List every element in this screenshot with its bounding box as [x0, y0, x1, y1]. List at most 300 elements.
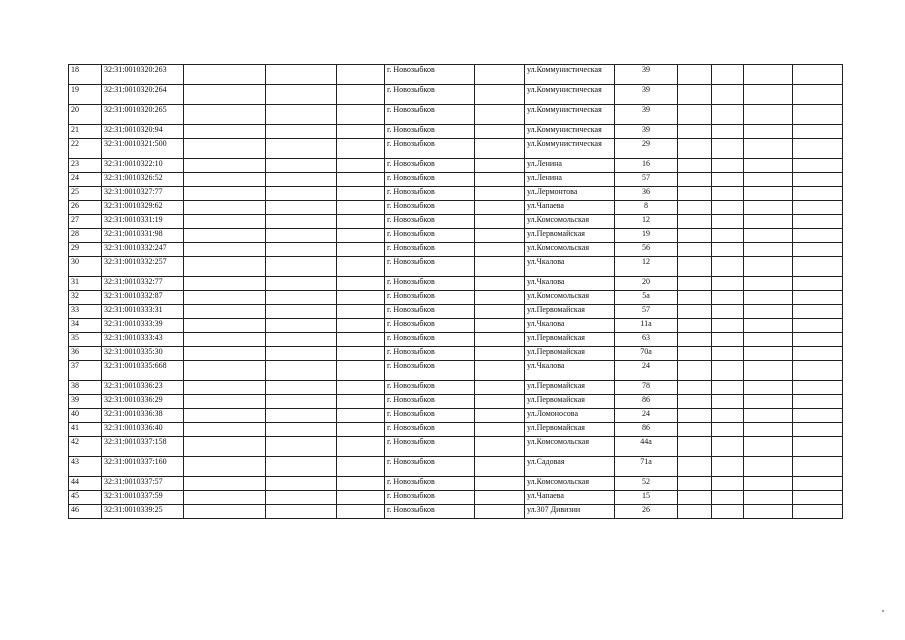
empty-cell [712, 243, 744, 257]
empty-cell [475, 423, 525, 437]
street-cell: ул.Чкалова [525, 361, 615, 381]
row-number-cell: 27 [69, 215, 102, 229]
empty-cell [266, 125, 337, 139]
row-number-cell: 41 [69, 423, 102, 437]
table-row [69, 333, 843, 347]
house-number-cell: 52 [615, 477, 678, 491]
empty-cell [678, 305, 712, 319]
empty-cell [337, 437, 385, 457]
street-cell: ул.Первомайская [525, 423, 615, 437]
cadastral-number-cell: 32:31:0010337:59 [102, 491, 184, 505]
empty-cell [793, 277, 843, 291]
empty-cell [793, 215, 843, 229]
empty-cell [793, 477, 843, 491]
empty-cell [337, 65, 385, 85]
empty-cell [678, 187, 712, 201]
empty-cell [475, 243, 525, 257]
city-cell: г. Новозыбков [385, 305, 475, 319]
empty-cell [793, 201, 843, 215]
empty-cell [678, 257, 712, 277]
empty-cell [184, 173, 266, 187]
empty-cell [793, 319, 843, 333]
empty-cell [337, 319, 385, 333]
empty-cell [337, 423, 385, 437]
empty-cell [266, 65, 337, 85]
house-number-cell: 71а [615, 457, 678, 477]
empty-cell [475, 291, 525, 305]
empty-cell [475, 491, 525, 505]
empty-cell [744, 215, 793, 229]
empty-cell [678, 291, 712, 305]
empty-cell [337, 243, 385, 257]
table-row [69, 291, 843, 305]
empty-cell [744, 361, 793, 381]
empty-cell [475, 85, 525, 105]
empty-cell [475, 139, 525, 159]
empty-cell [266, 347, 337, 361]
cadastral-number-cell: 32:31:0010320:263 [102, 65, 184, 85]
city-cell: г. Новозыбков [385, 457, 475, 477]
empty-cell [793, 243, 843, 257]
city-cell: г. Новозыбков [385, 347, 475, 361]
cadastral-number-cell: 32:31:0010331:19 [102, 215, 184, 229]
empty-cell [793, 505, 843, 519]
empty-cell [793, 85, 843, 105]
empty-cell [712, 361, 744, 381]
house-number-cell: 39 [615, 125, 678, 139]
table-row [69, 409, 843, 423]
street-cell: ул.Комсомольская [525, 291, 615, 305]
empty-cell [712, 277, 744, 291]
city-cell: г. Новозыбков [385, 229, 475, 243]
empty-cell [678, 159, 712, 173]
empty-cell [337, 305, 385, 319]
table-row [69, 305, 843, 319]
table-row [69, 277, 843, 291]
house-number-cell: 39 [615, 105, 678, 125]
cadastral-number-cell: 32:31:0010320:265 [102, 105, 184, 125]
street-cell: ул.Комсомольская [525, 243, 615, 257]
row-number-cell: 23 [69, 159, 102, 173]
street-cell: ул.Первомайская [525, 347, 615, 361]
empty-cell [337, 105, 385, 125]
empty-cell [793, 423, 843, 437]
city-cell: г. Новозыбков [385, 319, 475, 333]
empty-cell [678, 139, 712, 159]
empty-cell [793, 125, 843, 139]
empty-cell [744, 505, 793, 519]
empty-cell [184, 505, 266, 519]
empty-cell [337, 139, 385, 159]
empty-cell [712, 395, 744, 409]
empty-cell [744, 139, 793, 159]
empty-cell [184, 381, 266, 395]
house-number-cell: 20 [615, 277, 678, 291]
cadastral-number-cell: 32:31:0010326:52 [102, 173, 184, 187]
empty-cell [266, 291, 337, 305]
cadastral-number-cell: 32:31:0010332:87 [102, 291, 184, 305]
empty-cell [712, 159, 744, 173]
table-row [69, 65, 843, 85]
empty-cell [744, 319, 793, 333]
city-cell: г. Новозыбков [385, 505, 475, 519]
street-cell: ул.Коммунистическая [525, 105, 615, 125]
empty-cell [744, 257, 793, 277]
empty-cell [678, 505, 712, 519]
empty-cell [266, 505, 337, 519]
empty-cell [712, 291, 744, 305]
empty-cell [184, 65, 266, 85]
empty-cell [337, 229, 385, 243]
empty-cell [337, 333, 385, 347]
empty-cell [744, 277, 793, 291]
empty-cell [475, 257, 525, 277]
street-cell: ул.Ленина [525, 159, 615, 173]
empty-cell [184, 319, 266, 333]
row-number-cell: 24 [69, 173, 102, 187]
row-number-cell: 39 [69, 395, 102, 409]
street-cell: ул.Комсомольская [525, 215, 615, 229]
house-number-cell: 24 [615, 409, 678, 423]
empty-cell [184, 423, 266, 437]
empty-cell [793, 173, 843, 187]
empty-cell [793, 305, 843, 319]
empty-cell [678, 437, 712, 457]
empty-cell [793, 381, 843, 395]
empty-cell [793, 229, 843, 243]
empty-cell [184, 125, 266, 139]
empty-cell [475, 187, 525, 201]
empty-cell [712, 85, 744, 105]
empty-cell [793, 457, 843, 477]
empty-cell [184, 457, 266, 477]
empty-cell [184, 395, 266, 409]
row-number-cell: 20 [69, 105, 102, 125]
cadastral-number-cell: 32:31:0010333:39 [102, 319, 184, 333]
empty-cell [793, 105, 843, 125]
empty-cell [475, 319, 525, 333]
empty-cell [744, 381, 793, 395]
table-row [69, 423, 843, 437]
empty-cell [744, 491, 793, 505]
empty-cell [678, 125, 712, 139]
empty-cell [712, 173, 744, 187]
empty-cell [475, 277, 525, 291]
city-cell: г. Новозыбков [385, 291, 475, 305]
empty-cell [744, 423, 793, 437]
empty-cell [712, 229, 744, 243]
empty-cell [475, 361, 525, 381]
cadastral-number-cell: 32:31:0010329:62 [102, 201, 184, 215]
empty-cell [184, 477, 266, 491]
empty-cell [184, 243, 266, 257]
row-number-cell: 45 [69, 491, 102, 505]
cadastral-number-cell: 32:31:0010337:57 [102, 477, 184, 491]
street-cell: ул.307 Дивизии [525, 505, 615, 519]
city-cell: г. Новозыбков [385, 333, 475, 347]
row-number-cell: 38 [69, 381, 102, 395]
empty-cell [184, 437, 266, 457]
empty-cell [337, 277, 385, 291]
empty-cell [266, 243, 337, 257]
house-number-cell: 36 [615, 187, 678, 201]
empty-cell [678, 105, 712, 125]
empty-cell [712, 505, 744, 519]
table-row [69, 159, 843, 173]
house-number-cell: 29 [615, 139, 678, 159]
empty-cell [744, 229, 793, 243]
row-number-cell: 28 [69, 229, 102, 243]
table-row [69, 437, 843, 457]
empty-cell [475, 381, 525, 395]
table-row [69, 477, 843, 491]
empty-cell [475, 229, 525, 243]
empty-cell [184, 347, 266, 361]
street-cell: ул.Ленина [525, 173, 615, 187]
empty-cell [793, 361, 843, 381]
empty-cell [337, 187, 385, 201]
empty-cell [184, 159, 266, 173]
empty-cell [678, 215, 712, 229]
street-cell: ул.Первомайская [525, 395, 615, 409]
empty-cell [793, 139, 843, 159]
row-number-cell: 35 [69, 333, 102, 347]
empty-cell [744, 201, 793, 215]
empty-cell [678, 201, 712, 215]
empty-cell [337, 381, 385, 395]
house-number-cell: 8 [615, 201, 678, 215]
cadastral-number-cell: 32:31:0010336:29 [102, 395, 184, 409]
empty-cell [712, 347, 744, 361]
empty-cell [266, 159, 337, 173]
house-number-cell: 70а [615, 347, 678, 361]
empty-cell [475, 305, 525, 319]
street-cell: ул.Лермонтова [525, 187, 615, 201]
empty-cell [184, 85, 266, 105]
empty-cell [712, 477, 744, 491]
empty-cell [793, 347, 843, 361]
house-number-cell: 56 [615, 243, 678, 257]
cadastral-number-cell: 32:31:0010320:264 [102, 85, 184, 105]
empty-cell [337, 347, 385, 361]
table-row [69, 125, 843, 139]
empty-cell [184, 105, 266, 125]
cadastral-number-cell: 32:31:0010333:43 [102, 333, 184, 347]
house-number-cell: 12 [615, 215, 678, 229]
empty-cell [678, 229, 712, 243]
empty-cell [744, 457, 793, 477]
house-number-cell: 39 [615, 85, 678, 105]
table-row [69, 347, 843, 361]
street-cell: ул.Садовая [525, 457, 615, 477]
empty-cell [337, 173, 385, 187]
empty-cell [475, 505, 525, 519]
city-cell: г. Новозыбков [385, 257, 475, 277]
empty-cell [266, 201, 337, 215]
house-number-cell: 26 [615, 505, 678, 519]
city-cell: г. Новозыбков [385, 361, 475, 381]
empty-cell [266, 305, 337, 319]
empty-cell [475, 395, 525, 409]
empty-cell [678, 65, 712, 85]
empty-cell [475, 65, 525, 85]
empty-cell [793, 65, 843, 85]
empty-cell [337, 477, 385, 491]
row-number-cell: 43 [69, 457, 102, 477]
cadastral-number-cell: 32:31:0010320:94 [102, 125, 184, 139]
row-number-cell: 22 [69, 139, 102, 159]
empty-cell [793, 187, 843, 201]
empty-cell [184, 257, 266, 277]
table-row [69, 139, 843, 159]
street-cell: ул.Коммунистическая [525, 65, 615, 85]
city-cell: г. Новозыбков [385, 215, 475, 229]
empty-cell [678, 409, 712, 423]
row-number-cell: 19 [69, 85, 102, 105]
empty-cell [475, 125, 525, 139]
street-cell: ул.Чапаева [525, 201, 615, 215]
row-number-cell: 25 [69, 187, 102, 201]
empty-cell [266, 139, 337, 159]
house-number-cell: 57 [615, 173, 678, 187]
empty-cell [712, 437, 744, 457]
house-number-cell: 15 [615, 491, 678, 505]
row-number-cell: 31 [69, 277, 102, 291]
table-row [69, 257, 843, 277]
empty-cell [712, 457, 744, 477]
house-number-cell: 24 [615, 361, 678, 381]
empty-cell [678, 477, 712, 491]
empty-cell [184, 361, 266, 381]
row-number-cell: 21 [69, 125, 102, 139]
empty-cell [337, 457, 385, 477]
table-row [69, 395, 843, 409]
empty-cell [266, 333, 337, 347]
street-cell: ул.Комсомольская [525, 477, 615, 491]
house-number-cell: 39 [615, 65, 678, 85]
empty-cell [184, 305, 266, 319]
cadastral-number-cell: 32:31:0010339:25 [102, 505, 184, 519]
empty-cell [184, 201, 266, 215]
empty-cell [337, 361, 385, 381]
empty-cell [793, 257, 843, 277]
empty-cell [266, 409, 337, 423]
empty-cell [678, 423, 712, 437]
table-row [69, 187, 843, 201]
empty-cell [712, 319, 744, 333]
empty-cell [744, 395, 793, 409]
cadastral-number-cell: 32:31:0010332:257 [102, 257, 184, 277]
empty-cell [266, 437, 337, 457]
city-cell: г. Новозыбков [385, 423, 475, 437]
city-cell: г. Новозыбков [385, 65, 475, 85]
street-cell: ул.Комсомольская [525, 437, 615, 457]
empty-cell [266, 257, 337, 277]
empty-cell [266, 381, 337, 395]
street-cell: ул.Чкалова [525, 319, 615, 333]
table-body [69, 65, 843, 519]
cadastral-number-cell: 32:31:0010333:31 [102, 305, 184, 319]
empty-cell [266, 85, 337, 105]
empty-cell [744, 173, 793, 187]
house-number-cell: 78 [615, 381, 678, 395]
empty-cell [712, 125, 744, 139]
empty-cell [744, 85, 793, 105]
empty-cell [678, 381, 712, 395]
street-cell: ул.Первомайская [525, 305, 615, 319]
empty-cell [266, 395, 337, 409]
city-cell: г. Новозыбков [385, 381, 475, 395]
empty-cell [184, 409, 266, 423]
empty-cell [712, 187, 744, 201]
table-row [69, 201, 843, 215]
empty-cell [678, 347, 712, 361]
empty-cell [266, 173, 337, 187]
empty-cell [793, 395, 843, 409]
empty-cell [744, 291, 793, 305]
empty-cell [184, 187, 266, 201]
city-cell: г. Новозыбков [385, 477, 475, 491]
empty-cell [712, 139, 744, 159]
house-number-cell: 86 [615, 395, 678, 409]
empty-cell [793, 291, 843, 305]
empty-cell [744, 437, 793, 457]
city-cell: г. Новозыбков [385, 409, 475, 423]
empty-cell [678, 277, 712, 291]
cadastral-number-cell: 32:31:0010335:668 [102, 361, 184, 381]
empty-cell [184, 277, 266, 291]
row-number-cell: 29 [69, 243, 102, 257]
street-cell: ул.Коммунистическая [525, 125, 615, 139]
empty-cell [712, 409, 744, 423]
empty-cell [793, 333, 843, 347]
table-row [69, 243, 843, 257]
empty-cell [337, 159, 385, 173]
city-cell: г. Новозыбков [385, 173, 475, 187]
empty-cell [678, 457, 712, 477]
row-number-cell: 30 [69, 257, 102, 277]
street-cell: ул.Коммунистическая [525, 139, 615, 159]
empty-cell [475, 409, 525, 423]
cadastral-number-cell: 32:31:0010331:98 [102, 229, 184, 243]
empty-cell [184, 491, 266, 505]
city-cell: г. Новозыбков [385, 125, 475, 139]
empty-cell [475, 333, 525, 347]
city-cell: г. Новозыбков [385, 491, 475, 505]
empty-cell [266, 423, 337, 437]
empty-cell [475, 457, 525, 477]
scan-speck [882, 610, 884, 612]
empty-cell [744, 409, 793, 423]
empty-cell [712, 333, 744, 347]
empty-cell [793, 159, 843, 173]
empty-cell [744, 333, 793, 347]
cadastral-number-cell: 32:31:0010327:77 [102, 187, 184, 201]
row-number-cell: 40 [69, 409, 102, 423]
empty-cell [475, 477, 525, 491]
empty-cell [266, 477, 337, 491]
empty-cell [744, 105, 793, 125]
empty-cell [337, 491, 385, 505]
street-cell: ул.Первомайская [525, 229, 615, 243]
house-number-cell: 63 [615, 333, 678, 347]
empty-cell [475, 105, 525, 125]
table-row [69, 173, 843, 187]
street-cell: ул.Чапаева [525, 491, 615, 505]
row-number-cell: 44 [69, 477, 102, 491]
house-number-cell: 44а [615, 437, 678, 457]
empty-cell [266, 105, 337, 125]
